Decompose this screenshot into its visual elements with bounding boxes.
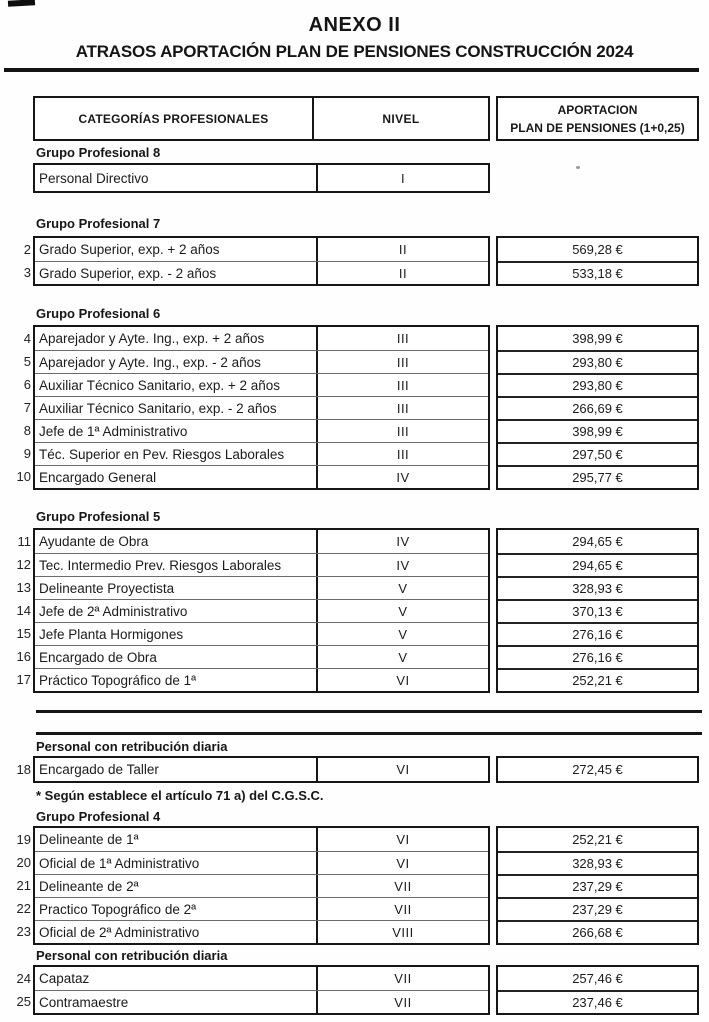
separator-line <box>36 710 702 713</box>
category-nivel-box <box>33 756 490 783</box>
row-number: 18 <box>16 762 31 777</box>
aportacion-box <box>496 325 699 490</box>
nivel-cell: III <box>396 331 410 346</box>
scan-speck <box>576 166 580 169</box>
aportacion-cell: 252,21 € <box>572 832 623 847</box>
row-number: 3 <box>23 265 31 280</box>
nivel-cell: II <box>398 265 408 281</box>
section-table <box>0 236 709 286</box>
aportacion-cell: 293,80 € <box>498 350 697 373</box>
category-cell: Delineante Proyectista <box>35 577 318 599</box>
table-row <box>35 967 488 990</box>
row-number: 22 <box>16 901 31 916</box>
row-number-gutter <box>0 325 33 488</box>
table-section <box>0 949 709 1015</box>
nivel-cell: III <box>396 446 410 462</box>
row-number-gutter <box>0 236 33 284</box>
table-row <box>35 165 488 191</box>
category-cell: Jefe Planta Hormigones <box>35 623 318 645</box>
table-row <box>35 828 488 851</box>
category-cell: Encargado General <box>35 466 318 488</box>
row-number: 5 <box>23 354 31 369</box>
footnote: * Según establece el artículo 71 a) del C.G.S.C. <box>36 788 324 803</box>
section-table <box>0 163 709 193</box>
row-number: 4 <box>23 331 31 346</box>
row-number: 19 <box>16 832 31 847</box>
aportacion-cell: 297,50 € <box>498 442 697 465</box>
section-table <box>0 756 709 783</box>
row-number: 16 <box>16 649 31 664</box>
row-number-gutter <box>0 965 33 1013</box>
row-number: 11 <box>17 534 31 549</box>
aportacion-cell: 295,77 € <box>498 465 697 488</box>
aportacion-cell: 294,65 € <box>498 553 697 576</box>
aportacion-box <box>496 826 699 945</box>
category-cell: Jefe de 2ª Administrativo <box>35 600 318 622</box>
nivel-cell: V <box>398 626 408 642</box>
row-number: 2 <box>23 242 31 257</box>
table-row <box>35 920 488 943</box>
nivel-cell: III <box>396 400 410 416</box>
nivel-cell: I <box>400 170 406 186</box>
aportacion-cell: 276,16 € <box>498 645 697 668</box>
category-cell: Práctico Topográfico de 1ª <box>35 669 318 691</box>
column-header-aportacion <box>496 96 699 141</box>
category-cell: Auxiliar Técnico Sanitario, exp. + 2 años <box>35 374 318 396</box>
aportacion-box <box>496 528 699 693</box>
section-heading: Grupo Profesional 7 <box>36 216 161 231</box>
section-heading: Personal con retribución diaria <box>36 948 228 963</box>
category-cell: Capataz <box>35 967 318 990</box>
nivel-cell: V <box>398 649 408 665</box>
category-nivel-box <box>33 965 490 1015</box>
table-row <box>35 668 488 691</box>
table-header-row <box>0 96 709 141</box>
table-row <box>35 442 488 465</box>
table-row <box>35 599 488 622</box>
table-row <box>35 622 488 645</box>
aportacion-cell: 237,29 € <box>498 897 697 920</box>
category-cell: Encargado de Taller <box>35 758 318 781</box>
aportacion-cell: 252,21 € <box>498 668 697 691</box>
category-cell: Practico Topográfico de 2ª <box>35 898 318 920</box>
row-number: 20 <box>16 855 31 870</box>
nivel-cell: IV <box>396 557 410 573</box>
table-section <box>0 217 709 286</box>
table-section <box>0 510 709 693</box>
nivel-cell: VI <box>396 855 410 871</box>
row-number-gutter <box>0 96 33 98</box>
nivel-cell: VII <box>394 901 412 917</box>
aportacion-cell: 328,93 € <box>498 576 697 599</box>
aportacion-cell: 266,69 € <box>498 396 697 419</box>
nivel-cell: VII <box>394 971 412 986</box>
row-number-gutter <box>0 163 33 188</box>
annex-heading: ANEXO II <box>308 14 401 36</box>
category-nivel-box <box>33 528 490 693</box>
row-number: 12 <box>16 557 31 572</box>
table-row <box>35 576 488 599</box>
nivel-cell: VI <box>396 672 410 688</box>
table-row <box>35 261 488 284</box>
category-nivel-box <box>33 236 490 286</box>
category-cell: Aparejador y Ayte. Ing., exp. - 2 años <box>35 351 318 373</box>
category-cell: Tec. Intermedio Prev. Riesgos Laborales <box>35 554 318 576</box>
table-section <box>0 710 709 803</box>
nivel-cell: IV <box>396 469 410 485</box>
row-number-gutter <box>0 528 33 691</box>
aportacion-cell: 294,65 € <box>572 534 623 549</box>
table-row <box>35 645 488 668</box>
category-cell: Ayudante de Obra <box>35 530 318 553</box>
aportacion-box <box>496 965 699 1015</box>
nivel-cell: V <box>398 603 408 619</box>
table-row <box>35 350 488 373</box>
aportacion-cell: 272,45 € <box>572 762 623 777</box>
section-table <box>0 965 709 1015</box>
nivel-cell: II <box>398 242 408 257</box>
table-row <box>35 530 488 553</box>
row-number: 23 <box>16 924 31 939</box>
table-section <box>0 810 709 945</box>
category-cell: Delineante de 1ª <box>35 828 318 851</box>
table-row <box>35 553 488 576</box>
table-section <box>0 146 709 193</box>
section-separator <box>36 710 702 735</box>
row-number: 25 <box>16 994 31 1009</box>
aportacion-cell: 398,99 € <box>572 331 623 346</box>
table-row <box>35 465 488 488</box>
category-cell: Delineante de 2ª <box>35 875 318 897</box>
row-number <box>0 165 33 188</box>
nivel-cell: VI <box>396 832 410 847</box>
table-row <box>35 851 488 874</box>
column-header-aportacion-line1: APORTACION <box>557 103 638 117</box>
section-heading: Grupo Profesional 4 <box>36 809 161 824</box>
header-category-nivel-box <box>33 96 490 141</box>
nivel-cell: IV <box>396 534 410 549</box>
section-table <box>0 826 709 945</box>
aportacion-cell: 237,29 € <box>498 874 697 897</box>
category-cell: Contramaestre <box>35 991 318 1013</box>
aportacion-box <box>496 236 699 286</box>
category-nivel-box <box>33 826 490 945</box>
aportacion-cell: 266,68 € <box>498 920 697 943</box>
nivel-cell: VIII <box>392 924 414 940</box>
section-heading: Grupo Profesional 5 <box>36 509 161 524</box>
table-row <box>35 373 488 396</box>
row-number: 17 <box>16 672 31 687</box>
row-number: 8 <box>23 423 31 438</box>
aportacion-cell: 257,46 € <box>572 971 623 986</box>
document-title: ATRASOS APORTACIÓN PLAN DE PENSIONES CONSTRUCCIÓN 2024 <box>75 42 634 61</box>
category-cell: Téc. Superior en Pev. Riesgos Laborales <box>35 443 318 465</box>
nivel-cell: III <box>396 423 410 439</box>
aportacion-box <box>496 756 699 783</box>
table-row <box>35 327 488 350</box>
aportacion-cell: 276,16 € <box>498 622 697 645</box>
aportacion-cell: 370,13 € <box>498 599 697 622</box>
aportacion-cell: 398,99 € <box>498 419 697 442</box>
row-number: 9 <box>23 446 31 461</box>
title-rule <box>4 68 699 72</box>
table-row <box>35 238 488 261</box>
nivel-cell: III <box>396 354 410 370</box>
row-number: 15 <box>16 626 31 641</box>
aportacion-cell: 293,80 € <box>498 373 697 396</box>
category-cell: Oficial de 2ª Administrativo <box>35 921 318 943</box>
category-cell: Personal Directivo <box>35 165 318 191</box>
table-row <box>35 990 488 1013</box>
table-row <box>35 874 488 897</box>
category-cell: Jefe de 1ª Administrativo <box>35 420 318 442</box>
section-heading: Grupo Profesional 6 <box>36 306 161 321</box>
row-number: 7 <box>23 400 31 415</box>
row-number: 6 <box>23 377 31 392</box>
category-cell: Aparejador y Ayte. Ing., exp. + 2 años <box>35 327 318 350</box>
row-number: 21 <box>16 878 31 893</box>
table-row <box>35 897 488 920</box>
category-cell: Grado Superior, exp. - 2 años <box>35 262 318 284</box>
aportacion-cell: 533,18 € <box>498 261 697 284</box>
table-section <box>0 307 709 490</box>
section-table <box>0 325 709 490</box>
scan-artifact-corner <box>8 0 35 7</box>
category-cell: Grado Superior, exp. + 2 años <box>35 238 318 261</box>
row-number: 10 <box>16 469 31 484</box>
section-table <box>0 528 709 693</box>
category-nivel-box <box>33 163 490 193</box>
nivel-cell: VI <box>396 762 410 777</box>
nivel-cell: VII <box>394 878 412 894</box>
nivel-cell: III <box>396 377 410 393</box>
table-row <box>35 419 488 442</box>
row-number: 13 <box>16 580 31 595</box>
nivel-cell: VII <box>394 994 412 1010</box>
category-cell: Encargado de Obra <box>35 646 318 668</box>
category-nivel-box <box>33 325 490 490</box>
column-header-nivel: NIVEL <box>382 111 420 126</box>
row-number: 24 <box>16 971 31 986</box>
aportacion-cell: 328,93 € <box>498 851 697 874</box>
category-cell: Oficial de 1ª Administrativo <box>35 852 318 874</box>
row-number-gutter <box>0 756 33 781</box>
separator-line <box>36 732 702 735</box>
column-header-aportacion-line2: PLAN DE PENSIONES (1+0,25) <box>510 121 685 135</box>
table-row <box>35 758 488 781</box>
aportacion-cell: 237,46 € <box>498 990 697 1013</box>
category-cell: Auxiliar Técnico Sanitario, exp. - 2 años <box>35 397 318 419</box>
column-header-categorias: CATEGORÍAS PROFESIONALES <box>35 98 314 139</box>
nivel-cell: V <box>398 580 408 596</box>
section-heading: Personal con retribución diaria <box>36 739 228 754</box>
row-number-gutter <box>0 826 33 943</box>
row-number: 14 <box>16 603 31 618</box>
table-row <box>35 396 488 419</box>
section-heading: Grupo Profesional 8 <box>36 145 161 160</box>
table-sections <box>0 146 709 1015</box>
aportacion-cell: 569,28 € <box>572 242 623 257</box>
